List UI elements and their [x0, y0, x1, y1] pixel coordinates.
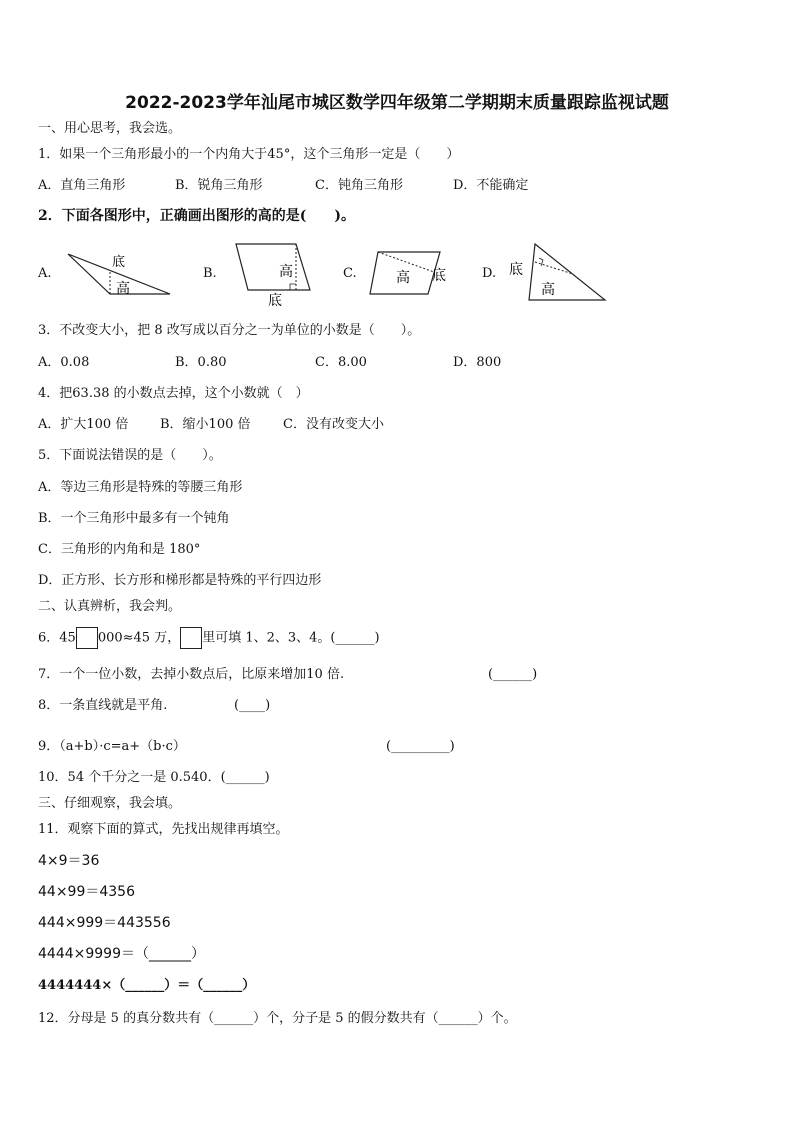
q4-option-c: C．没有改变大小 [283, 417, 384, 432]
figure-d-height-label: 高 [541, 283, 555, 298]
q2-label-c: C. [343, 266, 357, 281]
q2-label-d: D. [482, 266, 497, 281]
q11-equation-2: 44×99＝4356 [38, 884, 135, 900]
q2-label-b: B. [203, 266, 217, 281]
question-3: 3．不改变大小，把 8 改写成以百分之一为单位的小数是（ ）。 [38, 323, 421, 338]
q1-option-c: C．钝角三角形 [315, 178, 403, 193]
q5-option-a: A．等边三角形是特殊的等腰三角形 [38, 480, 243, 495]
question-5: 5．下面说法错误的是（ ）。 [38, 448, 222, 463]
figure-c-base-label: 底 [432, 269, 446, 284]
q3-option-a: A．0.08 [38, 355, 90, 370]
q4-option-a: A．扩大100 倍 [38, 417, 129, 432]
figure-d [505, 240, 609, 304]
question-8: 8．一条直线就是平角. [38, 698, 168, 713]
figure-b-base-label: 底 [268, 294, 282, 309]
question-1: 1．如果一个三角形最小的一个内角大于45°，这个三角形一定是（ ） [38, 147, 460, 162]
q7-answer-blank: (______) [488, 667, 538, 682]
q9-answer-blank: (_________) [386, 739, 455, 754]
q5-option-b: B．一个三角形中最多有一个钝角 [38, 511, 230, 526]
question-9: 9．（a+b）·c=a+（b·c） [38, 739, 186, 754]
figure-a [66, 250, 176, 300]
section-3-heading: 三、仔细观察，我会填。 [38, 796, 182, 811]
q5-option-d: D．正方形、长方形和梯形都是特殊的平行四边形 [38, 573, 322, 588]
figure-c-height-label: 高 [396, 271, 410, 286]
figure-b-height-label: 高 [279, 265, 293, 280]
q11-equation-4: 4444×9999＝（______） [38, 946, 205, 962]
q5-option-c: C．三角形的内角和是 180° [38, 542, 201, 557]
figure-c [368, 248, 452, 298]
q6-blank-box-1 [76, 627, 98, 649]
q6-blank-box-2 [180, 627, 202, 649]
section-2-heading: 二、认真辨析，我会判。 [38, 599, 182, 614]
page-title: 2022-2023学年汕尾市城区数学四年级第二学期期末质量跟踪监视试题 [125, 93, 669, 113]
q6-part-2: 000≈45 万， [97, 630, 181, 646]
question-2: 2．下面各图形中，正确画出图形的高的是( )。 [38, 208, 355, 224]
question-7: 7．一个一位小数，去掉小数点后，比原来增加10 倍. [38, 667, 345, 682]
question-11: 11．观察下面的算式，先找出规律再填空。 [38, 822, 289, 837]
q11-equation-3: 444×999＝443556 [38, 915, 171, 931]
q3-option-d: D．800 [453, 355, 502, 370]
question-12: 12．分母是 5 的真分数共有（______）个，分子是 5 的假分数共有（______）个。 [38, 1011, 517, 1026]
q1-option-d: D．不能确定 [453, 178, 529, 193]
q2-label-a: A. [38, 266, 52, 281]
figure-a-base-label: 底 [112, 254, 126, 269]
q6-part-3: 里可填 1、2、3、4。(______) [202, 630, 380, 646]
q11-equation-1: 4×9＝36 [38, 853, 100, 869]
q1-option-b: B．锐角三角形 [175, 178, 263, 193]
q6-part-1: 6．45 [38, 630, 76, 646]
figure-b [232, 242, 314, 310]
q3-option-c: C．8.00 [315, 355, 367, 370]
q3-option-b: B．0.80 [175, 355, 227, 370]
figure-d-base-label: 底 [509, 263, 523, 278]
q4-option-b: B．缩小100 倍 [160, 417, 251, 432]
question-10: 10．54 个千分之一是 0.540．(______) [38, 770, 270, 785]
question-6 [38, 627, 380, 650]
question-4: 4．把63.38 的小数点去掉，这个小数就（ ） [38, 386, 309, 401]
q1-option-a: A．直角三角形 [38, 178, 126, 193]
q11-equation-5: 4444444×（______）＝（______） [38, 978, 256, 993]
figure-a-height-label: 高 [116, 282, 130, 297]
q8-answer-blank: (____) [234, 698, 271, 713]
section-1-heading: 一、用心思考，我会选。 [38, 121, 182, 136]
